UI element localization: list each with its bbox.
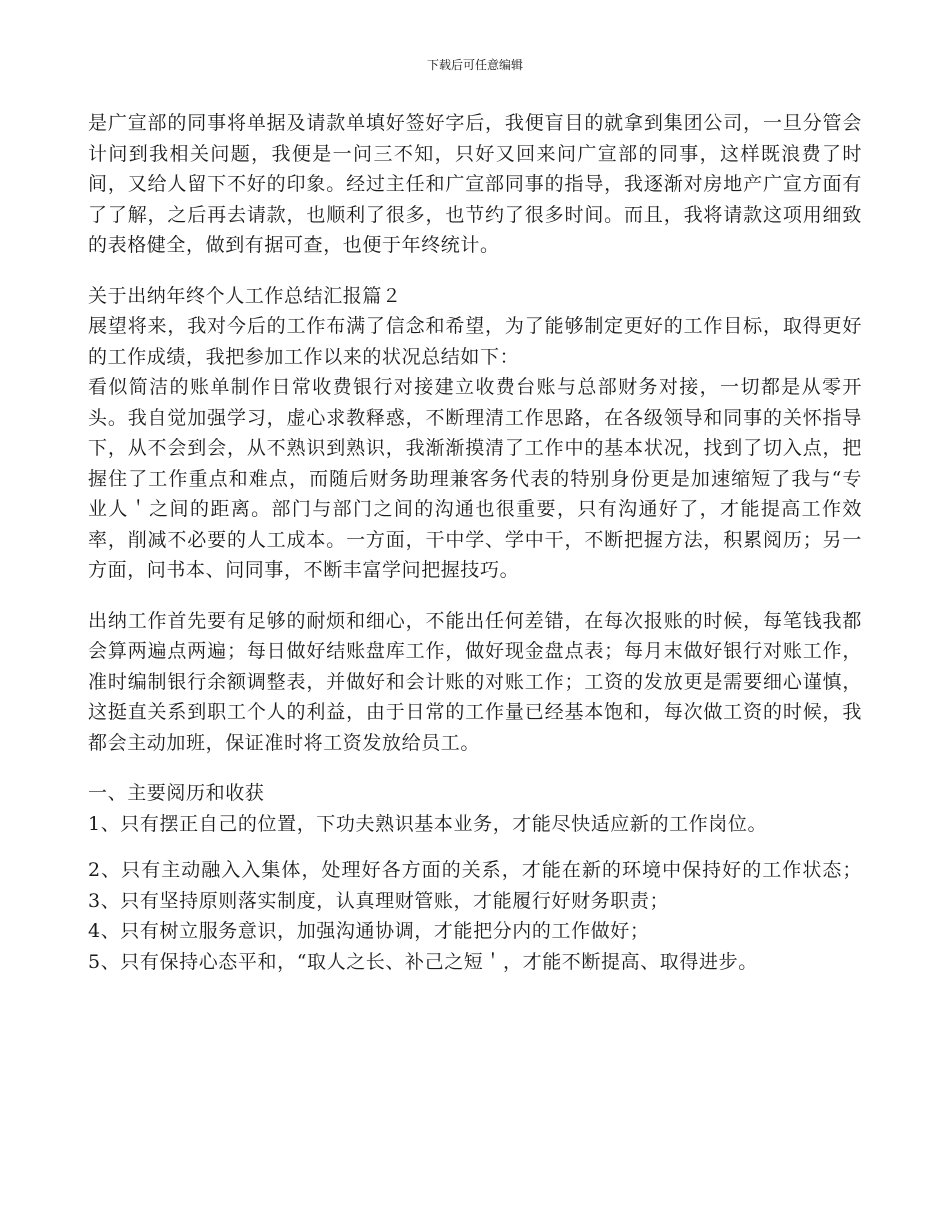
paragraph-4: 出纳工作首先要有足够的耐烦和细心，不能出任何差错，在每次报账的时候，每笔钱我都会算两遍点两遍；每日做好结账盘库工作，做好现金盘点表；每月末做好银行对账工作，准时编制银行余额调整表，并做好和会计账的对账工作；工资的发放更是需要细心谨慎，这挺直关系到职工个人的利益，由于日常的工作量已经基本饱和，每次做工资的时候，我都会主动加班，保证准时将工资发放给员工。 [88,609,862,754]
paragraph-1: 是广宣部的同事将单据及请款单填好签好字后，我便盲目的就拿到集团公司，一旦分管会计问到我相关问题，我便是一问三不知，只好又回来问广宣部的同事，这样既浪费了时间，又给人留下不好的印象。经过主任和广宣部同事的指导，我逐渐对房地产广宣方面有了了解，之后再去请款，也顺利了很多，也节约了很多时间。而且，我将请款这项用细致的表格健全，做到有据可查，也便于年终统计。 [88,112,862,256]
section-heading-1: 一、主要阅历和收获 [88,782,265,804]
list-item-5: 5、只有保持心态平和，“取人之长、补己之短＇，才能不断提高、取得进步。 [88,950,758,973]
list-item-1: 1、只有摆正自己的位置，下功夫熟识基本业务，才能尽快适应新的工作岗位。 [88,812,768,835]
section-title: 关于出纳年终个人工作总结汇报篇２ [88,284,402,307]
list-item-2: 2、只有主动融入入集体，处理好各方面的关系，才能在新的环境中保持好的工作状态；3、只有坚持原则落实制度，认真理财管账，才能履行好财务职责； [88,859,862,912]
document-body [88,108,862,977]
paragraph-2: 展望将来，我对今后的工作布满了信念和希望，为了能够制定更好的工作目标，取得更好的工作成绩，我把参加工作以来的状况总结如下： [88,315,862,368]
list-item-4: 4、只有树立服务意识，加强沟通协调，才能把分内的工作做好； [88,920,650,942]
page-header: 下载后可任意编辑 [426,58,523,72]
paragraph-3: 看似简洁的账单制作日常收费银行对接建立收费台账与总部财务对接，一切都是从零开头。我自觉加强学习，虚心求教释惑，不断理清工作思路，在各级领导和同事的关怀指导下，从不会到会，从不熟识到熟识，我渐渐摸清了工作中的基本状况，找到了切入点，把握住了工作重点和难点，而随后财务助理兼客务代表的特别身份更是加速缩短了我与“专业人＇之间的距离。部门与部门之间的沟通也很重要，只有沟通好了，才能提高工作效率，削减不必要的人工成本。一方面，干中学、学中干，不断把握方法，积累阅历；另一方面，问书本、问同事，不断丰富学问把握技巧。 [88,376,862,581]
